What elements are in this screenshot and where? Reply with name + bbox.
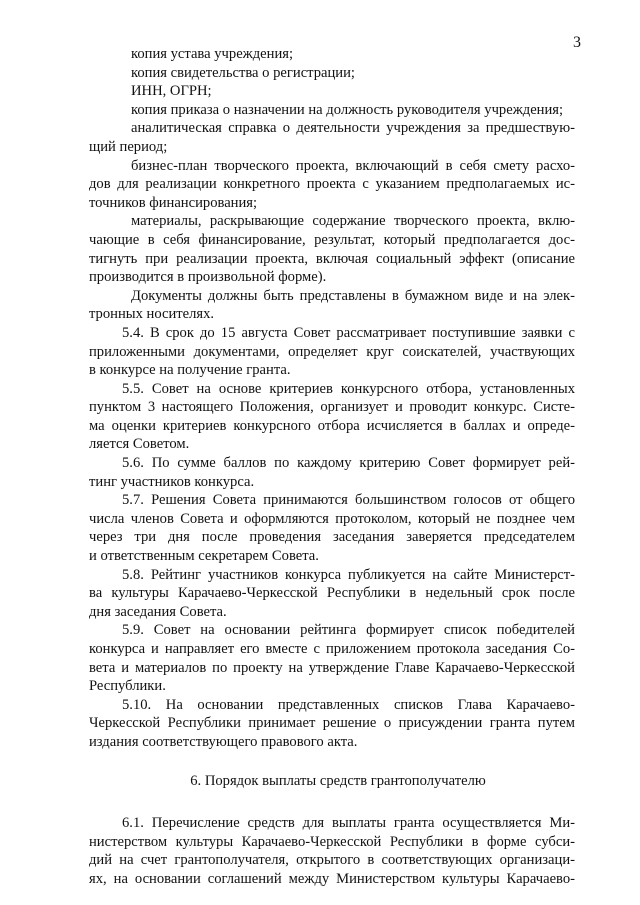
text-line: производится в произвольной форме). — [89, 269, 327, 286]
text-line: нистерством культуры Карачаево-Черкесской Республики в форме субси- — [89, 833, 575, 850]
section-heading: 6. Порядок выплаты средств грантополучателю — [190, 772, 486, 789]
text-line: в конкурсе на получение гранта. — [89, 362, 291, 379]
text-line: 5.6. По сумме баллов по каждому критерию Совет формирует рей- — [122, 455, 575, 472]
text-line: ляется Советом. — [89, 436, 190, 453]
text-line: Республики. — [89, 678, 166, 695]
text-line: Черкесской Республики принимает решение о присуждении гранта путем — [89, 715, 575, 732]
text-line: тинг участников конкурса. — [89, 473, 255, 490]
text-line: издания соответствующего правового акта. — [89, 733, 358, 750]
text-line: бизнес-план творческого проекта, включающий в себя смету расхо- — [131, 157, 575, 174]
text-line: через три дня после проведения заседания заверяется председателем — [89, 529, 575, 546]
text-line: Документы должны быть представлены в бумажном виде и на элек- — [131, 287, 575, 304]
text-line: 5.5. Совет на основе критериев конкурсного отбора, установленных — [122, 380, 575, 397]
text-line: 6.1. Перечисление средств для выплаты гранта осуществляется Ми- — [122, 815, 575, 832]
text-line: конкурса и направляет его вместе с приложением протокола заседания Со- — [89, 641, 575, 657]
text-line: 5.10. На основании представленных списков Глава Карачаево- — [122, 696, 575, 713]
text-line: ях, на основании соглашений между Министерством культуры Карачаево- — [89, 870, 575, 887]
text-line: тронных носителях. — [89, 306, 215, 323]
text-line: дий на счет грантополучателя, открытого в соответствующих организаци- — [89, 852, 575, 869]
text-line: копия устава учреждения; — [131, 46, 294, 62]
text-line: 5.9. Совет на основании рейтинга формирует список победителей — [122, 622, 575, 639]
text-line: точников финансирования; — [89, 194, 258, 211]
page-number: 3 — [573, 34, 581, 51]
text-line: пунктом 3 настоящего Положения, организует и проводит конкурс. Систе- — [89, 399, 575, 416]
text-line: чающие в себя финансирование, результат, который предполагается дос- — [89, 231, 575, 248]
text-line: дня заседания Совета. — [89, 603, 227, 620]
text-line: и ответственным секретарем Совета. — [89, 548, 319, 565]
text-line: копия приказа о назначении на должность руководителя учреждения; — [131, 101, 564, 118]
text-line: числа членов Совета и оформляются протоколом, который не позднее чем — [89, 510, 575, 527]
text-line: дов для реализации конкретного проекта с указанием предполагаемых ис- — [89, 176, 575, 193]
text-line: аналитическая справка о деятельности учреждения за предшествую- — [131, 120, 575, 137]
text-line: ва культуры Карачаево-Черкесской Республики в недельный срок после — [89, 585, 575, 602]
text-line: ма оценки критериев конкурсного отбора исчисляется в баллах и опреде- — [89, 417, 575, 434]
text-line: щий период; — [89, 138, 168, 155]
text-line: 5.7. Решения Совета принимаются большинством голосов от общего — [122, 492, 575, 509]
text-line: копия свидетельства о регистрации; — [131, 64, 355, 81]
document-body — [89, 45, 575, 889]
text-line: ИНН, ОГРН; — [131, 83, 212, 100]
text-line: 5.4. В срок до 15 августа Совет рассматривает поступившие заявки с — [122, 324, 575, 341]
text-line: тигнуть при реализации проекта, включая социальный эффект (описание — [89, 250, 575, 267]
text-line: 5.8. Рейтинг участников конкурса публикуется на сайте Министерст- — [122, 566, 575, 583]
text-line: приложенными документами, определяет круг соискателей, участвующих — [89, 343, 575, 360]
text-line: материалы, раскрывающие содержание творческого проекта, вклю- — [131, 213, 575, 230]
text-line: вета и материалов по проекту на утверждение Главе Карачаево-Черкесской — [89, 659, 575, 676]
